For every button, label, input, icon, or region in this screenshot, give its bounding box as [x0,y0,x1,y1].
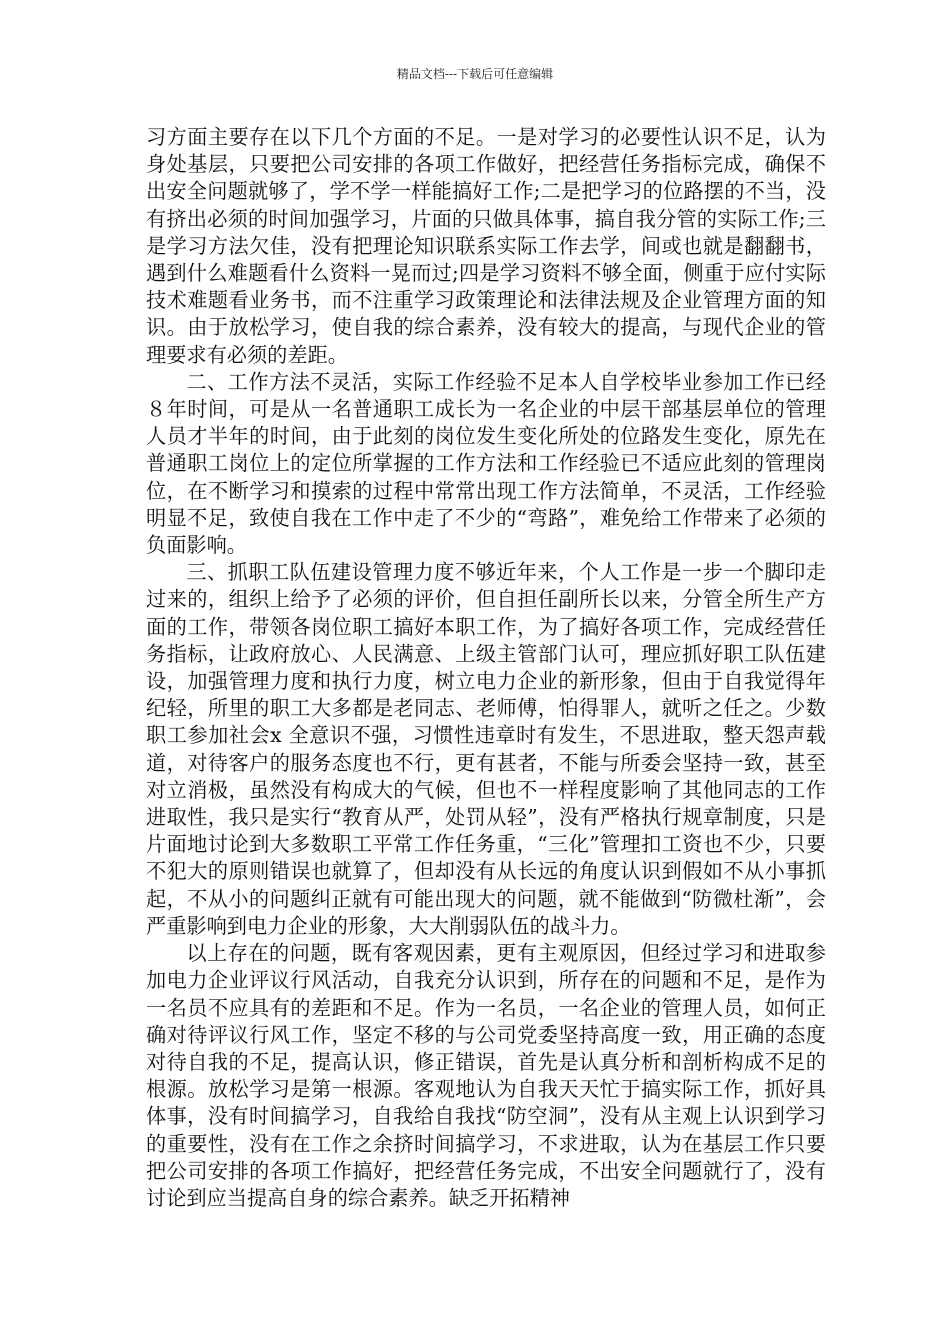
paragraph-work-methods: 二、工作方法不灵活，实际工作经验不足本人自学校毕业参加工作已经８年时间，可是从一名普通职工成长为一名企业的中层干部基层单位的管理人员才半年的时间，由于此刻的岗位发生变化所处的位路发生变化，原先在普通职工岗位上的定位所掌握的工作方法和工作经验已不适应此刻的管理岗位，在不断学习和摸索的过程中常常出现工作方法简单，不灵活，工作经验明显不足，致使自我在工作中走了不少的“弯路”，难免给工作带来了必须的负面影响。 [146,369,826,558]
paragraph-team-management: 三、抓职工队伍建设管理力度不够近年来，个人工作是一步一个脚印走过来的，组织上给予了必须的评价，但自担任副所长以来，分管全所生产方面的工作，带领各岗位职工搞好本职工作，为了搞好各项工作，完成经营任务指标，让政府放心、人民满意、上级主管部门认可，理应抓好职工队伍建设，加强管理力度和执行力度，树立电力企业的新形象，但由于自我觉得年纪轻，所里的职工大多都是老同志、老师傅，怕得罪人，就听之任之。少数职工参加社会x 全意识不强，习惯性违章时有发生，不思进取，整天怨声载道，对待客户的服务态度也不行，更有甚者，不能与所委会坚持一致，甚至对立消极，虽然没有构成大的气候，但也不一样程度影响了其他同志的工作进取性，我只是实行“教育从严，处罚从轻”，没有严格执行规章制度，只是片面地讨论到大多数职工平常工作任务重，“三化”管理扣工资也不少，只要不犯大的原则错误也就算了，但却没有从长远的角度认识到假如不从小事抓起，不从小的问题纠正就有可能出现大的问题，就不能做到“防微杜渐”，会严重影响到电力企业的形象，大大削弱队伍的战斗力。 [146,560,826,938]
paragraph-root-causes: 以上存在的问题，既有客观因素，更有主观原因，但经过学习和进取参加电力企业评议行风活动，自我充分认识到，所存在的问题和不足，是作为一名员不应具有的差距和不足。作为一名员，一名企业的管理人员，如何正确对待评议行风工作，坚定不移的与公司党委坚持高度一致，用正确的态度对待自我的不足，提高认识，修正错误，首先是认真分析和剖析构成不足的根源。放松学习是第一根源。客观地认为自我天天忙于搞实际工作，抓好具体事，没有时间搞学习，自我给自我找“防空洞”，没有从主观上认识到学习的重要性，没有在工作之余挤时间搞学习，不求进取，认为在基层工作只要把公司安排的各项工作搞好，把经营任务完成，不出安全问题就行了，没有讨论到应当提高自身的综合素养。缺乏开拓精神 [146,941,826,1210]
page-header: 精品文档---下载后可任意编辑 [396,67,554,81]
paragraph-study-shortcomings: 习方面主要存在以下几个方面的不足。一是对学习的必要性认识不足，认为身处基层，只要把公司安排的各项工作做好，把经营任务指标完成，确保不出安全问题就够了，学不学一样能搞好工作;二是把学习的位路摆的不当，没有挤出必须的时间加强学习，片面的只做具体事，搞自我分管的实际工作;三是学习方法欠佳，没有把理论知识联系实际工作去学，间或也就是翻翻书，遇到什么难题看什么资料一晃而过;四是学习资料不够全面，侧重于应付实际技术难题看业务书，而不注重学习政策理论和法律法规及企业管理方面的知识。由于放松学习，使自我的综合素养，没有较大的提高，与现代企业的管理要求有必须的差距。 [146,125,826,367]
document-body [146,124,826,1212]
